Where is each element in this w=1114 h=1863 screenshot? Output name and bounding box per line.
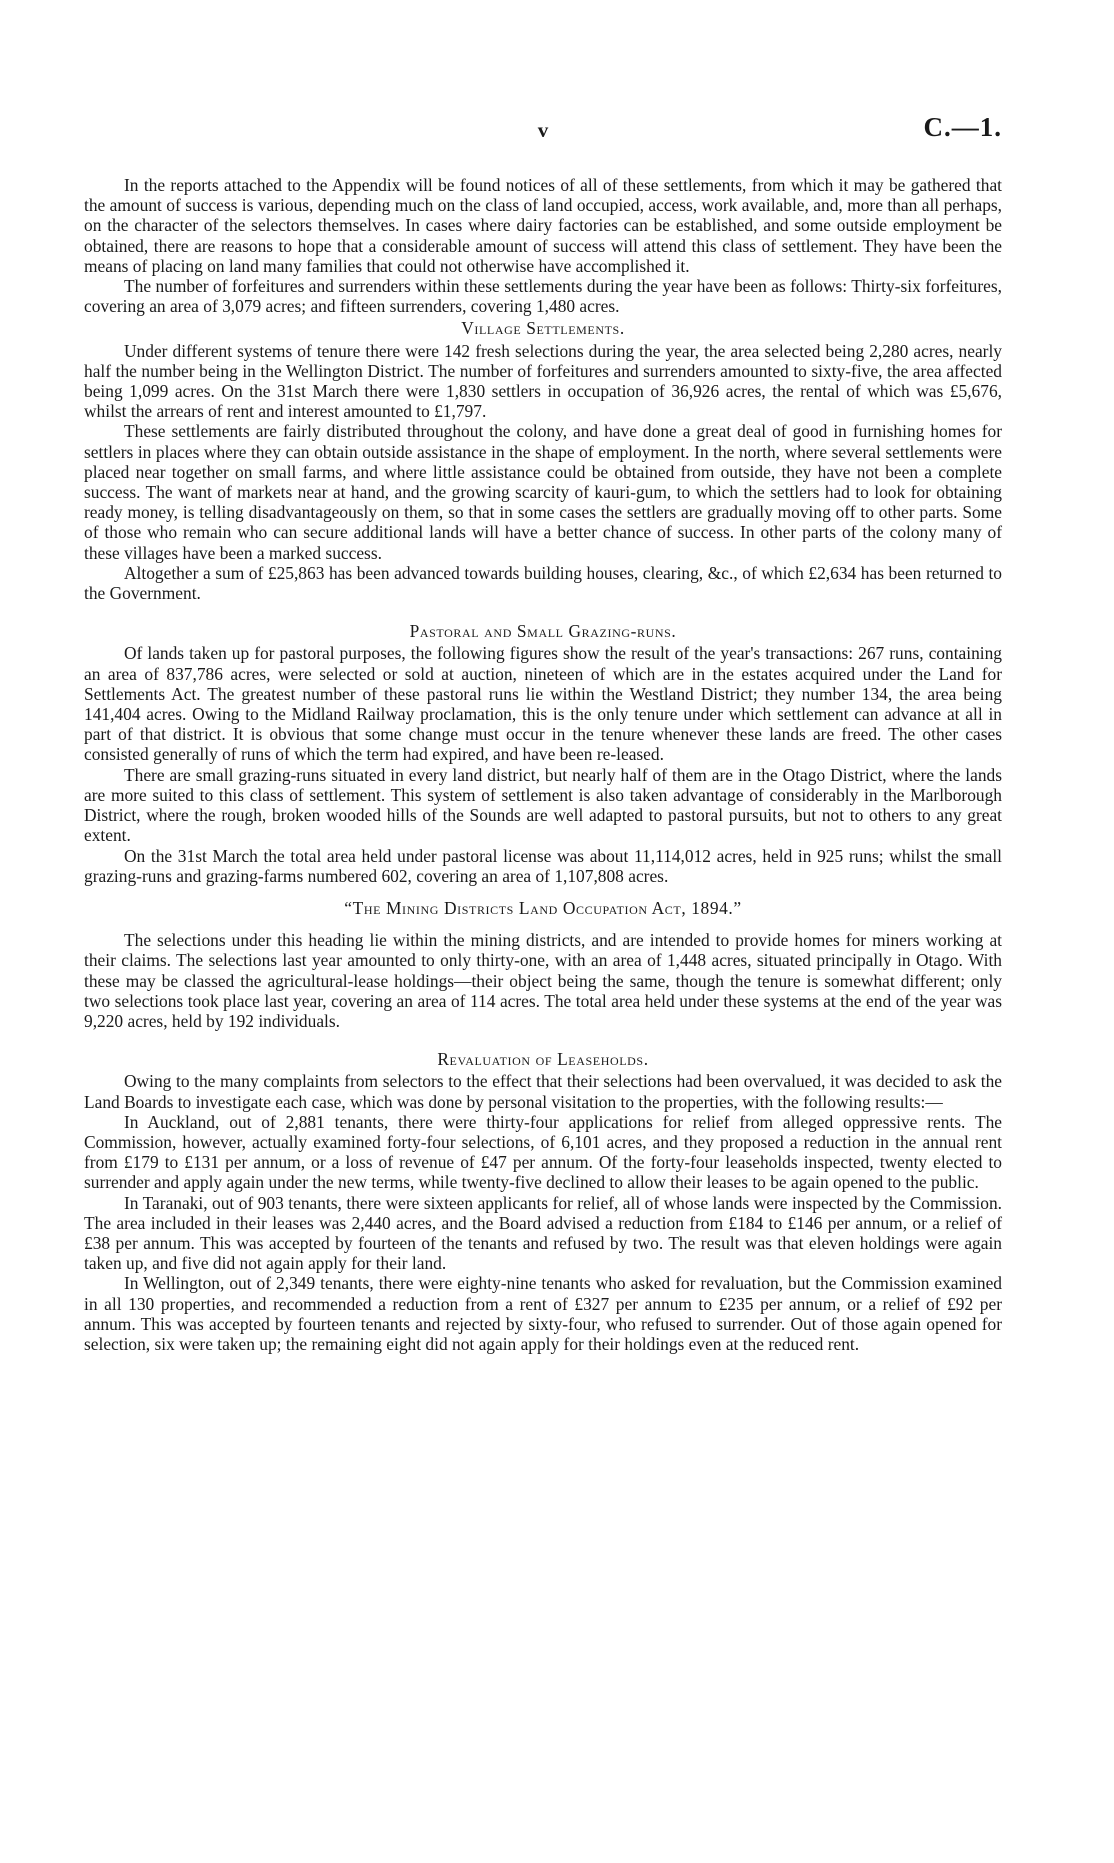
section-heading-village-settlements: Village Settlements. — [461, 318, 625, 339]
paragraph: In Taranaki, out of 903 tenants, there were sixteen applicants for relief, all of whose lands were inspected by the Commission. The area included in their leases was 2,440 acres, and the Board advised a reduction from £184 to £146 per annum, or a relief of £38 per annum. This was accepted by fourteen of the tenants and refused by two. The result was that eleven holdings were again taken up, and five did not again apply for their land. — [84, 1192, 1002, 1274]
paragraph: Of lands taken up for pastoral purposes, the following figures show the result of the year's transactions: 267 runs, containing an area of 837,786 acres, were selected or sold at auction, nineteen of which are in the estates acquired under the Land for Settlements Act. The greatest number of these pastoral runs lie within the Westland District; they number 134, the area being 141,404 acres. Owing to the Midland Railway proclamation, this is the only tenure under which settlement can advance at all in part of that district. It is obvious that some change must occur in the tenure whenever these lands are freed. The other cases consisted generally of runs of which the term had expired, and have been re-leased. — [84, 643, 1002, 765]
section-heading-pastoral: Pastoral and Small Grazing-runs. — [409, 621, 677, 642]
paragraph: Owing to the many complaints from selectors to the effect that their selections had been overvalued, it was decided to ask the Land Boards to investigate each case, which was done by personal visitation to the properties, with the following results:— — [84, 1071, 1002, 1112]
body-text — [84, 175, 1002, 1354]
paragraph: There are small grazing-runs situated in every land district, but nearly half of them are in the Otago District, where the lands are more suited to this class of settlement. This system of settlement is also taken advantage of considerably in the Marlborough District, where the rough, broken wooded hills of the Sounds are well adapted to pastoral pursuits, but not to others to any great extent. — [84, 764, 1002, 846]
paragraph: In Wellington, out of 2,349 tenants, there were eighty-nine tenants who asked for revaluation, but the Commission examined in all 130 properties, and recommended a reduction from a rent of £327 per annum to £235 per annum, or a relief of £92 per annum. This was accepted by fourteen tenants and rejected by sixty-four, who refused to surrender. Out of those again opened for selection, six were taken up; the remaining eight did not again apply for their holdings even at the reduced rent. — [84, 1273, 1002, 1354]
paragraph: In the reports attached to the Appendix will be found notices of all of these settlements, from which it may be gathered that the amount of success is various, depending much on the class of land occupied, access, work available, and, more than all perhaps, on the character of the selectors themselves. In cases where dairy factories can be established, and some outside employment be obtained, there are reasons to hope that a considerable amount of success will attend this class of settlement. They have been the means of placing on land many families that could not otherwise have accomplished it. — [84, 175, 1002, 276]
page-number: v — [537, 118, 549, 142]
paragraph: In Auckland, out of 2,881 tenants, there were thirty-four applications for relief from alleged oppressive rents. The Commission, however, actually examined forty-four selections, of 6,101 acres, and they proposed a reduction in the annual rent from £179 to £131 per annum, or a loss of revenue of £47 per annum. Of the forty-four leaseholds inspected, twenty elected to surrender and apply again under the new terms, while twenty-five declined to allow their leases to be again opened to the public. — [84, 1111, 1002, 1193]
section-heading-mining-act: “The Mining Districts Land Occupation Act, 1894.” — [344, 897, 742, 918]
paragraph: These settlements are fairly distributed throughout the colony, and have done a great deal of good in furnishing homes for settlers in places where they can obtain outside assistance in the shape of employment. In the north, where several settlements were placed near together on small farms, and where little assistance could be obtained from outside, they have not been a complete success. The want of markets near at hand, and the growing scarcity of kauri-gum, to which the settlers had to look for obtaining ready money, is telling disadvantageously on them, so that in some cases the settlers are gradually moving off to other parts. Some of those who remain who can secure additional lands will have a better chance of success. In other parts of the colony many of these villages have been a marked success. — [84, 421, 1002, 563]
document-reference: C.—1. — [923, 112, 1002, 142]
paragraph: The number of forfeitures and surrenders within these settlements during the year have been as follows: Thirty-six forfeitures, covering an area of 3,079 acres; and fifteen surrenders, covering 1,480 acres. — [84, 276, 1002, 317]
paragraph: Under different systems of tenure there were 142 fresh selections during the year, the area selected being 2,280 acres, nearly half the number being in the Wellington District. The number of forfeitures and surrenders amounted to sixty-five, the area affected being 1,099 acres. On the 31st March there were 1,830 settlers in occupation of 36,926 acres, the rental of which was £5,676, whilst the arrears of rent and interest amounted to £1,797. — [84, 340, 1002, 422]
page-header — [84, 112, 1002, 152]
paragraph: The selections under this heading lie within the mining districts, and are intended to provide homes for miners working at their claims. The selections last year amounted to only thirty-one, with an area of 1,448 acres, situated principally in Otago. With these may be classed the agricultural-lease holdings—their object being the same, though the tenure is somewhat different; only two selections took place last year, covering an area of 114 acres. The total area held under these systems at the end of the year was 9,220 acres, held by 192 individuals. — [84, 930, 1002, 1031]
paragraph: Altogether a sum of £25,863 has been advanced towards building houses, clearing, &c., of which £2,634 has been returned to the Government. — [84, 562, 1002, 604]
section-heading-revaluation: Revaluation of Leaseholds. — [437, 1049, 649, 1070]
paragraph: On the 31st March the total area held under pastoral license was about 11,114,012 acres, held in 925 runs; whilst the small grazing-runs and grazing-farms numbered 602, covering an area of 1,107,808 acres. — [84, 845, 1002, 886]
